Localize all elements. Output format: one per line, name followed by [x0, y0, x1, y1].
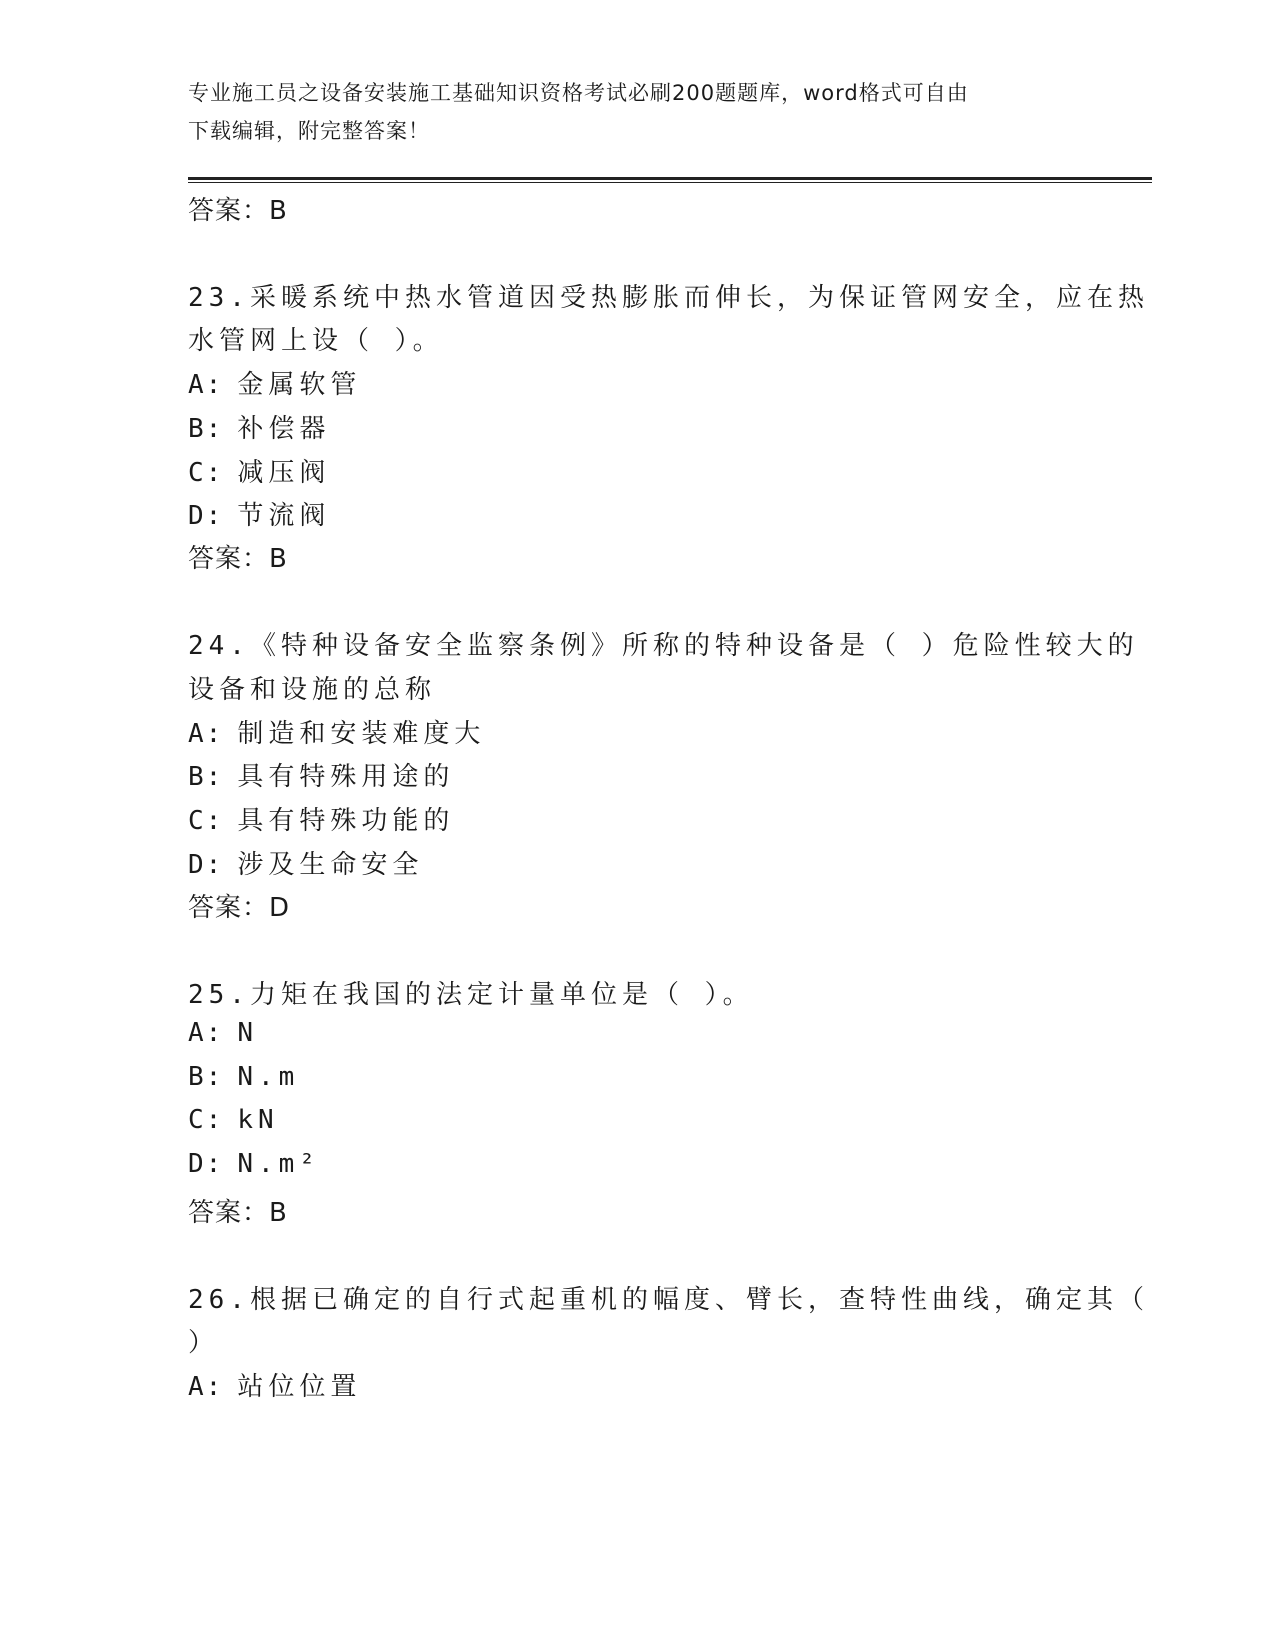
question-26-option-a: A: 站位位置 — [188, 1372, 362, 1402]
question-25-option-d: D: N.m² — [188, 1149, 320, 1179]
question-25-option-a: A: N — [188, 1018, 258, 1048]
header-line-2: 下载编辑，附完整答案！ — [188, 119, 430, 143]
question-26-line-2: ） — [188, 1328, 220, 1358]
question-23-line-2: 水管网上设（ ）。 — [188, 326, 444, 356]
question-23-option-c: C: 减压阀 — [188, 458, 331, 488]
question-24-option-d: D: 涉及生命安全 — [188, 850, 424, 880]
question-24-line-2: 设备和设施的总称 — [188, 675, 437, 705]
question-24-option-c: C: 具有特殊功能的 — [188, 806, 455, 836]
question-24-answer: 答案：D — [188, 893, 291, 923]
question-25-answer: 答案：B — [188, 1198, 288, 1228]
question-25-line-1: 25.力矩在我国的法定计量单位是（ ）。 — [188, 980, 754, 1010]
question-23-line-1: 23.采暖系统中热水管道因受热膨胀而伸长，为保证管网安全，应在热 — [188, 283, 1149, 313]
question-23-option-a: A: 金属软管 — [188, 370, 362, 400]
question-23-option-b: B: 补偿器 — [188, 414, 331, 444]
question-24-option-b: B: 具有特殊用途的 — [188, 762, 455, 792]
header-line-1: 专业施工员之设备安装施工基础知识资格考试必刷200题题库，word格式可自由 — [188, 81, 969, 105]
question-24-option-a: A: 制造和安装难度大 — [188, 719, 486, 749]
question-23-answer: 答案：B — [188, 544, 288, 574]
answer-prev: 答案：B — [188, 196, 288, 226]
question-23-option-d: D: 节流阀 — [188, 501, 331, 531]
question-25-option-c: C: kN — [188, 1105, 279, 1135]
question-26-line-1: 26.根据已确定的自行式起重机的幅度、臂长，查特性曲线，确定其（ — [188, 1285, 1149, 1315]
header-divider-thick — [188, 177, 1152, 180]
document-header — [188, 74, 1088, 150]
header-divider-thin — [188, 182, 1152, 183]
question-24-line-1: 24.《特种设备安全监察条例》所称的特种设备是（ ）危险性较大的 — [188, 631, 1139, 661]
question-25-option-b: B: N.m — [188, 1062, 300, 1092]
